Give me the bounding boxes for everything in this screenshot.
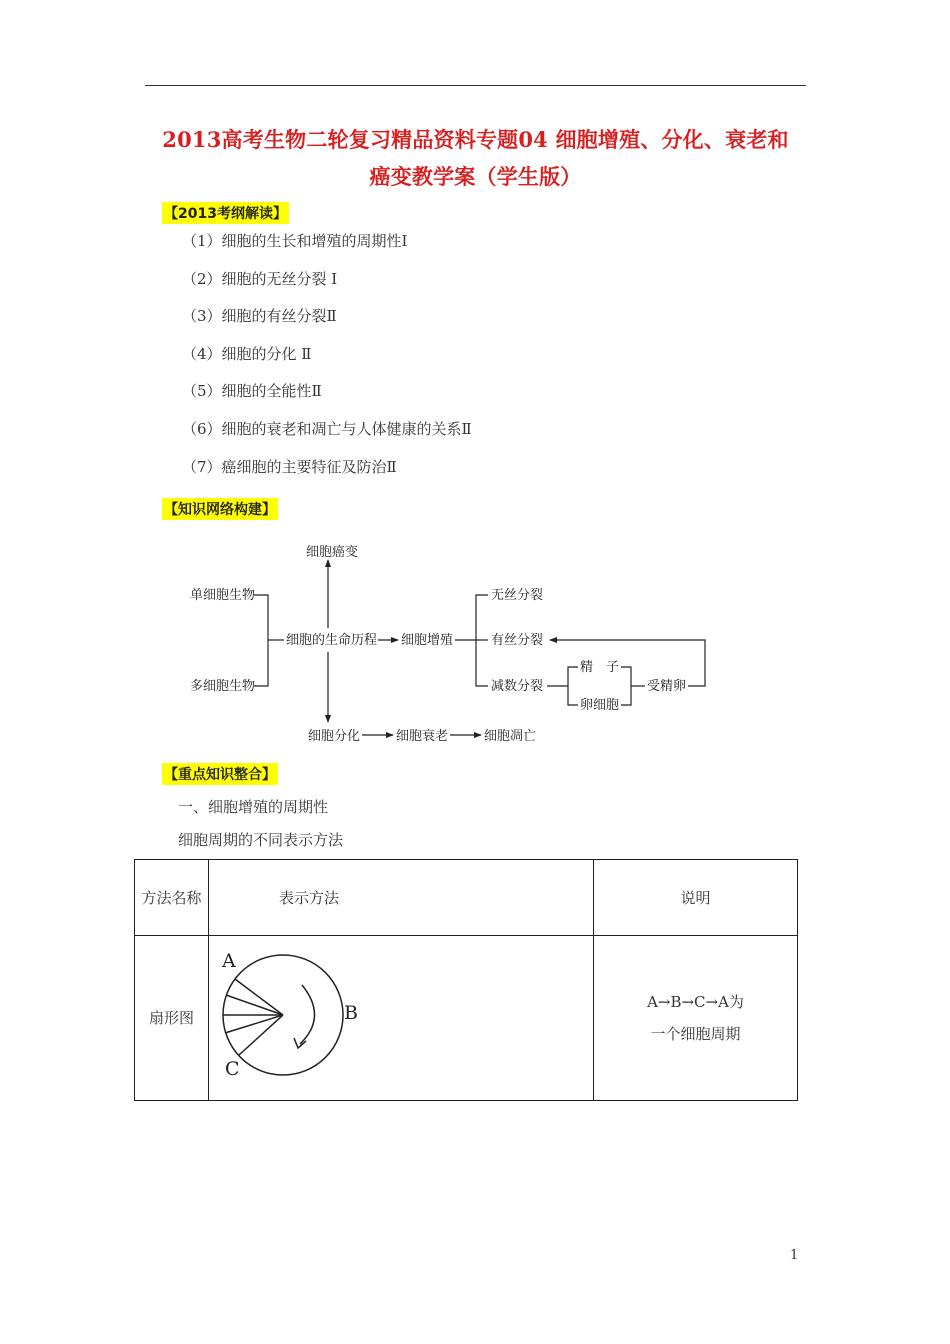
cycle-direction-arc — [300, 985, 315, 1044]
node-unicellular: 单细胞生物 — [190, 588, 256, 603]
page-title-line1: 2013高考生物二轮复习精品资料专题04 细胞增殖、分化、衰老和 — [162, 127, 789, 152]
table-header-row — [135, 860, 798, 936]
syllabus-item-6: （6）细胞的衰老和凋亡与人体健康的关系Ⅱ — [182, 420, 472, 438]
table-row — [135, 936, 798, 1101]
syllabus-item-1: （1）细胞的生长和增殖的周期性Ⅰ — [182, 232, 408, 250]
sector-line-c — [239, 1015, 283, 1055]
node-meiosis: 减数分裂 — [491, 679, 544, 694]
sector-label-c: C — [225, 1058, 240, 1080]
syllabus-item-5: （5）细胞的全能性Ⅱ — [182, 382, 322, 400]
description-line-1: A→B→C→A为 — [647, 993, 744, 1011]
syllabus-item-2: （2）细胞的无丝分裂 Ⅰ — [182, 270, 338, 288]
syllabus-item-3: （3）细胞的有丝分裂Ⅱ — [182, 307, 337, 325]
syllabus-item-4: （4）细胞的分化 Ⅱ — [182, 345, 312, 363]
node-differentiation: 细胞分化 — [308, 729, 361, 744]
node-life-history: 细胞的生命历程 — [286, 633, 378, 648]
description-line-2: 一个细胞周期 — [650, 1025, 741, 1043]
gamete-bracket-left — [568, 667, 578, 705]
node-mitosis: 有丝分裂 — [491, 633, 544, 648]
node-proliferation: 细胞增殖 — [401, 633, 454, 648]
row-description — [594, 936, 798, 1101]
page-title-line2: 癌变教学案（学生版） — [369, 164, 582, 189]
section-heading-key-points: 【重点知识整合】 — [162, 763, 278, 785]
page-number: 1 — [790, 1248, 799, 1263]
sector-line-a — [235, 979, 283, 1015]
header-description: 说明 — [594, 860, 798, 936]
sector-line-2 — [226, 995, 283, 1015]
row-method-name: 扇形图 — [135, 936, 209, 1101]
section-heading-knowledge-network: 【知识网络构建】 — [162, 498, 278, 520]
node-sperm: 精 子 — [580, 660, 620, 675]
cell-cycle-table — [134, 859, 798, 1101]
syllabus-item-7: （7）癌细胞的主要特征及防治Ⅱ — [182, 458, 397, 476]
subheading-cell-cycle: 一、细胞增殖的周期性 — [178, 798, 329, 816]
node-amitosis: 无丝分裂 — [491, 588, 544, 603]
node-apoptosis: 细胞凋亡 — [484, 729, 537, 744]
node-egg: 卵细胞 — [580, 698, 620, 713]
header-method-name: 方法名称 — [135, 860, 209, 936]
sector-diagram — [210, 937, 523, 1095]
sector-label-a: A — [222, 950, 236, 972]
node-senescence: 细胞衰老 — [396, 729, 449, 744]
header-representation: 表示方法 — [209, 860, 594, 936]
sector-label-b: B — [344, 1002, 358, 1024]
node-zygote: 受精卵 — [647, 679, 687, 694]
section-heading-syllabus: 【2013考纲解读】 — [162, 202, 289, 224]
gamete-bracket-right — [621, 667, 631, 705]
intro-cell-cycle-methods: 细胞周期的不同表示方法 — [178, 831, 344, 849]
row-representation — [209, 936, 594, 1101]
sector-line-4 — [225, 1015, 283, 1033]
node-multicellular: 多细胞生物 — [190, 679, 256, 694]
node-cancer: 细胞癌变 — [306, 545, 359, 560]
left-bracket-line — [254, 595, 268, 686]
